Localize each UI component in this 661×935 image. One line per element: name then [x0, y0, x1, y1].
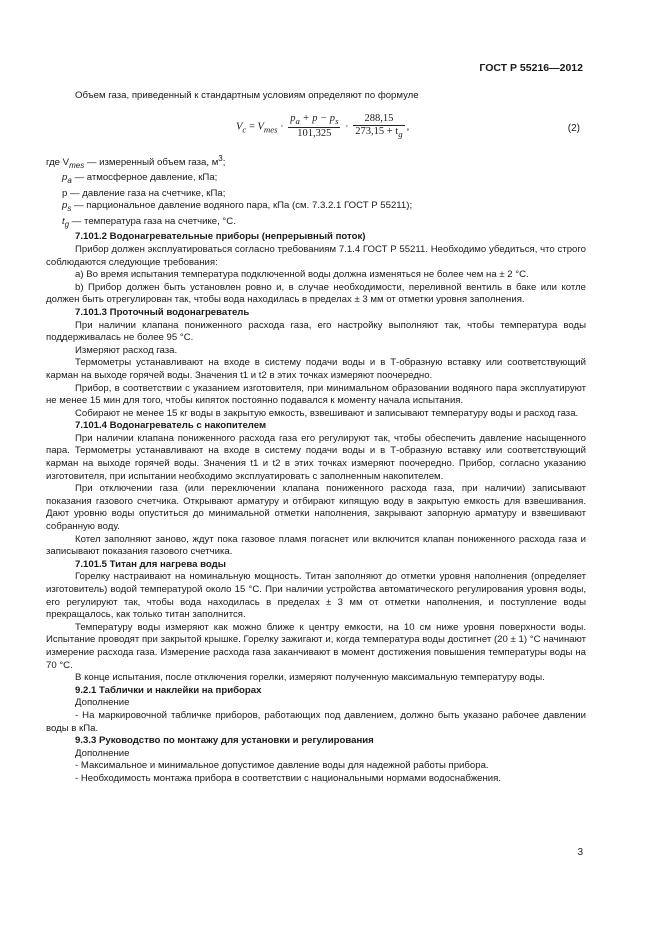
body-paragraph: Прибор должен эксплуатироваться согласно требованиям 7.1.4 ГОСТ Р 55211. Необходимо убедиться, что строго соблюдаются следующие требования: — [46, 243, 586, 268]
legend-tg: $t_g$ — температура газа на счетчике, °С. — [62, 215, 236, 229]
body-paragraph: При наличии клапана пониженного расхода газа, его настройку выполняют так, чтобы температура воды поддерживалась не более 95 °С. — [46, 319, 586, 344]
formula-vc-sub: c — [242, 124, 247, 135]
body-paragraph: a) Во время испытания температура подключенной воды должна изменяться не более чем на ± 2 °С. — [75, 269, 529, 281]
formula-vmes: V — [257, 121, 264, 133]
section-heading: 9.2.1 Таблички и наклейки на приборах — [75, 684, 262, 696]
body-paragraph: Измеряют расход газа. — [75, 344, 178, 356]
page-number: 3 — [577, 847, 583, 858]
section-heading: 7.101.3 Проточный водонагреватель — [75, 306, 250, 318]
f1-num-p: p — [290, 112, 296, 124]
section-paragraphs — [46, 231, 586, 785]
body-paragraph: Дополнение — [75, 697, 130, 709]
formula-intro: Объем газа, приведенный к стандартным условиям определяют по формуле — [75, 90, 419, 101]
formula-comma: , — [406, 121, 410, 133]
formula-dot: · — [277, 121, 287, 133]
formula-dot-2: · — [342, 121, 352, 133]
f1-den: 101,325 — [297, 128, 332, 140]
f2-den: 273,15 + t — [355, 126, 399, 138]
body-paragraph: При наличии клапана пониженного расхода газа его регулируют так, чтобы обеспечить давление насыщенного пара. Термометры устанавливают на входе в систему подачи воды и в Т-образную вставку или соответствующий карман на выходе горячей воды. Значения t1 и t2 в этих точках измеряют поочередно. Прибор, согласно указанию изготовителя, при испытании необходимо эксплуатировать с заполненным накопителем. — [46, 432, 586, 482]
formula-block — [46, 103, 586, 153]
formula-legend — [46, 153, 586, 232]
body-paragraph: - Необходимость монтажа прибора в соответствии с национальными нормами водоснабжения. — [75, 772, 501, 784]
section-heading: 7.101.5 Титан для нагрева воды — [75, 558, 226, 570]
body-paragraph: Котел заполняют заново, ждут пока газовое пламя погаснет или включится клапан пониженного расхода газа и записывают показания газового счетчика. — [46, 533, 586, 558]
formula-eq: = — [246, 121, 258, 133]
standard-header: ГОСТ Р 55216—2012 — [479, 62, 583, 74]
section-heading: 7.101.4 Водонагреватель с накопителем — [75, 420, 267, 432]
formula-vmes-sub: mes — [263, 124, 278, 135]
body-paragraph: b) Прибор должен быть установлен ровно и, в случае необходимости, переливной вентиль в баке или котле должен быть отрегулирован так, чтобы вода находилась в пределах ± 3 мм от отметки уровня заполнения. — [46, 281, 586, 306]
formula-vc: V — [236, 121, 243, 133]
document-body — [46, 90, 586, 786]
section-heading: 7.101.2 Водонагревательные приборы (непрерывный поток) — [75, 231, 366, 243]
section-heading: 9.3.3 Руководство по монтажу для установки и регулирования — [75, 735, 374, 747]
legend-ps: $p_s$ — парциональное давление водяного пара, кПа (см. 7.3.2.1 ГОСТ Р 55211); — [62, 200, 413, 214]
legend-vmes: где $V_{mes}$ — измеренный объем газа, $м^3$; — [46, 153, 226, 170]
body-paragraph: Температуру воды измеряют как можно ближе к центру емкости, на 10 см ниже уровня поверхности воды. Испытание проводят при закрытой крышке. Горелку зажигают и, когда температура воды достигнет (20 ± 1) °С начинают измерение расхода газа. Измерение расхода газа заканчивают в момент достижения повышения температуры воды на 70 °С. — [46, 621, 586, 671]
body-paragraph: В конце испытания, после отключения горелки, измеряют полученную максимальную температуру воды. — [75, 672, 545, 684]
f1-num-rest: + p − p — [299, 112, 336, 124]
f1-num-a: a — [295, 115, 300, 126]
f1-num-s: s — [335, 115, 339, 126]
legend-pa: $p_a$ — атмосферное давление, кПа; — [62, 172, 218, 186]
equation-number: (2) — [567, 122, 580, 134]
legend-p: p — давление газа на счетчике, кПа; — [62, 187, 226, 199]
f2-num: 288,15 — [353, 113, 404, 127]
body-paragraph: Прибор, в соответствии с указанием изготовителя, при минимальном образовании водяного пара эксплуатируют не менее 15 мин для того, чтобы кипяток постоянно подавался к моменту начала испытания. — [46, 382, 586, 407]
body-paragraph: Горелку настраивают на номинальную мощность. Титан заполняют до отметки уровня наполнения (определяет изготовитель) водой температурой около 15 °С. При наличии устройства автоматического регулирования уровня воды, его регулируют так, чтобы вода находилась в пределах ± 3 мм от отметки наполнения, и поступление воды прекращалось, как только титан заполнится. — [46, 571, 586, 621]
formula-fraction-2 — [353, 113, 404, 141]
body-paragraph: - На маркировочной табличке приборов, работающих под давлением, должно быть указано рабочее давлении воды в кПа. — [46, 709, 586, 734]
body-paragraph: При отключении газа (или переключении клапана пониженного расхода газа, при наличии) записывают показания газового счетчика. Открывают арматуру и отбирают кипящую воду в закрытую емкость для взвешивания. Дают уровню воды опуститься до минимальной отметки наполнения, закрывают запорную арматуру и взвешивают собранную воду. — [46, 483, 586, 533]
body-paragraph: - Максимальное и минимальное допустимое давление воды для надежной работы прибора. — [75, 760, 489, 772]
body-paragraph: Термометры устанавливают на входе в систему подачи воды и в Т-образную вставку или соответствующий карман на выходе горячей воды. Значения t1 и t2 в этих точках измеряют поочередно. — [46, 357, 586, 381]
body-paragraph: Собирают не менее 15 кг воды в закрытую емкость, взвешивают и записывают температуру воды и расход газа. — [75, 407, 579, 419]
body-paragraph: Дополнение — [75, 747, 130, 759]
formula-expression — [236, 113, 409, 141]
formula-fraction-1 — [288, 113, 340, 141]
f2-den-g: g — [398, 129, 403, 140]
